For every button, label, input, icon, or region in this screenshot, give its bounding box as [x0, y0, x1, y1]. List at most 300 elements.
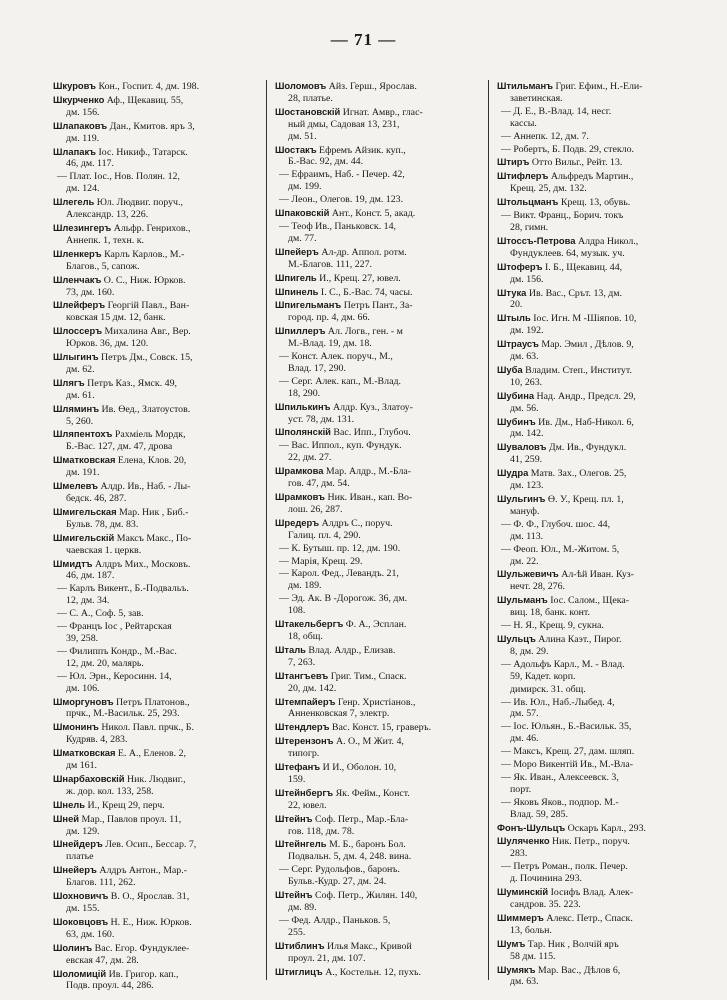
directory-entry	[497, 519, 719, 543]
entry-line	[53, 390, 275, 402]
directory-entry	[275, 940, 497, 965]
entry-line	[53, 671, 275, 683]
entry-line	[497, 287, 719, 300]
directory-entry	[53, 248, 275, 273]
entry-text: — Моро Викентій Ив., М.-Вла-	[501, 759, 633, 771]
entry-line	[53, 773, 275, 786]
entry-text: М. Б., баронъ Бол.	[328, 839, 406, 851]
directory-entry	[497, 144, 719, 156]
entry-line	[53, 890, 275, 903]
surname: Штука	[497, 286, 527, 298]
entry-line	[497, 899, 719, 911]
directory-entry	[275, 246, 497, 271]
entry-line	[275, 233, 497, 245]
entry-text: — С. А., Соф. 5, зав.	[57, 608, 144, 620]
entry-text: гов. 47, дм. 54.	[288, 478, 350, 490]
entry-text: дм. 56.	[510, 402, 539, 414]
entry-line	[53, 658, 275, 670]
entry-text: Аф., Щекавиц. 55,	[106, 94, 184, 106]
entry-line	[53, 683, 275, 695]
entry-text: Алдр. Куз., Златоу-	[333, 401, 413, 413]
entry-text: дм. 51.	[288, 130, 317, 142]
entry-text: дм. 189.	[288, 580, 322, 592]
entry-line	[497, 210, 719, 222]
entry-text: Петръ Каз., Ямск. 49,	[87, 377, 177, 389]
entry-line	[275, 940, 497, 953]
entry-text: — Як. Иван., Алексеевск. 3,	[501, 771, 619, 783]
entry-line	[497, 544, 719, 556]
entry-line	[497, 873, 719, 885]
entry-text: Алдр. Ив., Наб. - Лы-	[100, 481, 191, 493]
entry-text: Бульв.-Кудр. 27, дм. 24.	[288, 876, 387, 888]
entry-line	[53, 209, 275, 221]
entry-line	[497, 976, 719, 988]
directory-entry	[53, 916, 275, 941]
entry-line	[497, 938, 719, 951]
entry-text: дм. 156.	[510, 273, 544, 285]
surname: Штерензонъ	[275, 735, 334, 747]
entry-line	[275, 221, 497, 233]
entry-text: виц. 18, банк. конт.	[510, 607, 590, 619]
entry-line	[53, 364, 275, 376]
entry-text: 283.	[510, 848, 528, 860]
entry-line	[497, 428, 719, 440]
entry-line	[53, 532, 275, 545]
directory-entry	[497, 364, 719, 389]
directory-entry	[497, 772, 719, 796]
entry-line	[497, 531, 719, 543]
entry-line	[275, 683, 497, 695]
entry-text: — Яковъ Яков., подпор. М.-	[501, 796, 619, 808]
surname: Шульманъ	[497, 594, 548, 606]
entry-text: І. Б., Щекавиц. 44,	[544, 261, 623, 273]
entry-line	[53, 171, 275, 183]
entry-text: Ив. Григор. кап.,	[108, 968, 179, 980]
entry-line	[275, 325, 497, 338]
entry-text: — Адольфъ Карл., М. - Влад.	[501, 658, 625, 670]
surname: Шолинъ	[53, 941, 93, 953]
surname: Штраусъ	[497, 338, 539, 350]
entry-text: — Н. Я., Крещ. 9, сукна.	[501, 620, 604, 632]
surname: Шоломовъ	[275, 80, 327, 91]
entry-text: 7, 263.	[288, 656, 316, 668]
entry-text: И И., Оболон. 10,	[322, 762, 397, 774]
entry-line	[497, 746, 719, 758]
entry-line	[497, 183, 719, 195]
entry-text: Дан., Кмитов. яръ 3,	[109, 120, 195, 132]
surname: Шудра	[497, 467, 529, 479]
entry-line	[497, 222, 719, 234]
directory-entry	[497, 170, 719, 195]
entry-text: Тар. Ник , Волчій яръ	[527, 938, 619, 950]
entry-line	[497, 299, 719, 311]
entry-text: проул. 21, дм. 107.	[288, 952, 366, 964]
entry-text: дм. 119.	[66, 132, 100, 144]
entry-text: Крещ. 13, обувь.	[560, 197, 631, 209]
entry-line	[53, 312, 275, 324]
entry-line	[53, 196, 275, 209]
directory-entry	[497, 697, 719, 721]
directory-entry	[53, 171, 275, 195]
entry-text: Подвальн. 5, дм. 4, 248. вина.	[288, 851, 412, 863]
entry-text: 12, дм. 34.	[66, 595, 110, 607]
directory-entry	[53, 721, 275, 746]
entry-text: — Плат. Іос., Нов. Полян. 12,	[57, 171, 180, 183]
entry-text: дм. 89.	[288, 902, 317, 913]
entry-line	[53, 595, 275, 607]
entry-line	[497, 822, 719, 835]
entry-line	[275, 119, 497, 131]
entry-text: дм. 106.	[66, 682, 100, 694]
entry-text: Ал. Логв., ген. - м	[327, 326, 403, 338]
surname: Штильманъ	[497, 80, 554, 91]
entry-line	[53, 183, 275, 195]
entry-text: Дм. Ив., Фундукл.	[548, 442, 627, 454]
entry-text: 46, дм. 187.	[66, 570, 115, 582]
entry-text: Ө. У., Крещ. пл. 1,	[547, 494, 624, 505]
entry-line	[275, 286, 497, 299]
surname: Шлегель	[53, 196, 95, 208]
entry-line	[497, 377, 719, 389]
entry-line	[275, 696, 497, 709]
entry-text: — Д. Е., В.-Влад. 14, несг.	[501, 105, 612, 117]
entry-line	[497, 274, 719, 286]
entry-text: — Эд. Ак. В -Дорогож. 36, дм.	[279, 593, 408, 605]
entry-line	[497, 633, 719, 646]
entry-text: Алдра Никол.,	[577, 235, 639, 247]
entry-text: 12, дм. 20, малярь.	[66, 657, 144, 669]
directory-entry	[497, 746, 719, 758]
entry-text: Мар. Алдр., М.-Бла-	[325, 466, 412, 478]
entry-text: — Іос. Юльян., Б.-Васильк. 35,	[501, 721, 632, 733]
directory-entry	[497, 633, 719, 658]
surname: Шмигельскій	[53, 531, 115, 543]
directory-entry	[497, 131, 719, 143]
directory-entry	[53, 351, 275, 376]
directory-entry	[275, 787, 497, 812]
surname: Штифлеръ	[497, 170, 549, 182]
entry-text: Алдръ С., поруч.	[321, 517, 393, 529]
entry-text: Александр. 13, 226.	[66, 209, 149, 221]
directory-entry	[497, 287, 719, 312]
entry-text: Рахміель Мордк,	[114, 429, 186, 441]
surname: Шохновичъ	[53, 890, 109, 902]
entry-line	[497, 708, 719, 720]
entry-line	[53, 826, 275, 838]
entry-line	[53, 158, 275, 170]
surname: Шуба	[497, 363, 523, 375]
entry-text: 39, 258.	[66, 632, 99, 644]
entry-text: — Серг. Рудольфов., баронъ.	[279, 864, 400, 876]
entry-text: дм. 123.	[510, 480, 544, 492]
entry-text: — Вас. Иппол., куп. Фундук.	[279, 440, 402, 452]
directory-entry	[53, 773, 275, 798]
entry-line	[275, 735, 497, 748]
surname: Шиммеръ	[497, 911, 544, 923]
surname: Шнель	[53, 798, 86, 810]
entry-line	[53, 633, 275, 645]
entry-text: сандров. 35. 223.	[510, 899, 581, 910]
entry-line	[275, 774, 497, 786]
surname: Шульжевичъ	[497, 568, 559, 580]
surname: Шумъ	[497, 937, 526, 949]
entry-line	[275, 580, 497, 592]
entry-text: — Ефраимъ, Наб. - Печер. 42,	[279, 169, 405, 181]
entry-line	[497, 364, 719, 377]
entry-text: дм. 77.	[288, 232, 317, 244]
entry-line	[53, 467, 275, 479]
entry-text: чаевская 1. церкв.	[66, 544, 142, 556]
entry-text: Крещ. 25, дм. 132.	[510, 183, 587, 195]
entry-text: Ф. А., Эсплан.	[345, 619, 407, 631]
entry-line	[497, 646, 719, 658]
directory-entry	[497, 390, 719, 415]
surname: Шрамкова	[275, 465, 324, 477]
surname: Штемпайеръ	[275, 695, 336, 707]
entry-line	[53, 621, 275, 633]
entry-line	[497, 556, 719, 568]
entry-line	[275, 927, 497, 939]
entry-text: Ефремъ Айзик. куп.,	[319, 144, 406, 156]
entry-line	[275, 568, 497, 580]
entry-line	[275, 851, 497, 863]
surname: Шостакъ	[275, 143, 317, 155]
entry-line	[53, 813, 275, 826]
entry-line	[497, 118, 719, 130]
entry-text: 22, ювел.	[288, 799, 327, 811]
directory-entry	[275, 618, 497, 643]
entry-text: Влад. 59, 285.	[510, 808, 568, 820]
entry-text: Никол. Павл. прчк., Б.	[101, 722, 194, 734]
entry-line	[275, 169, 497, 181]
entry-text: — Аннепк. 12, дм. 7.	[501, 130, 589, 142]
entry-line	[497, 403, 719, 415]
entry-text: Петръ Платонов.,	[116, 696, 190, 708]
entry-line	[275, 465, 497, 478]
directory-entry	[275, 915, 497, 939]
entry-line	[53, 299, 275, 312]
entry-line	[275, 721, 497, 734]
entry-line	[275, 838, 497, 851]
surname: Штоферъ	[497, 260, 543, 272]
entry-line	[497, 581, 719, 593]
directory-entry	[53, 583, 275, 607]
directory-entry	[275, 351, 497, 375]
entry-line	[497, 235, 719, 248]
entry-text: дм. 155.	[66, 903, 100, 914]
entry-text: Юрков. 36, дм. 120.	[66, 338, 149, 350]
entry-text: Ант., Конст. 5, акад.	[331, 208, 416, 220]
surname: Шлезингеръ	[53, 221, 112, 233]
surname: Шполянскій	[275, 426, 331, 438]
directory-entry	[53, 506, 275, 531]
entry-text: Григ. Ефим., Н.-Ели-	[555, 81, 643, 92]
entry-line	[275, 813, 497, 826]
directory-entry	[275, 325, 497, 350]
entry-line	[275, 181, 497, 193]
entry-line	[53, 377, 275, 390]
directory-entry	[53, 942, 275, 967]
entry-text: Анненковская 7, электр.	[288, 708, 390, 720]
entry-line	[275, 530, 497, 542]
directory-entry	[53, 747, 275, 772]
surname: Шпилькинъ	[275, 400, 331, 412]
entry-line	[53, 94, 275, 107]
entry-text: Альфредъ Мартин.,	[550, 171, 634, 183]
entry-line	[275, 761, 497, 774]
entry-text: дм. 46.	[510, 733, 539, 745]
entry-line	[275, 478, 497, 490]
directory-entry	[497, 822, 719, 835]
directory-entry	[275, 813, 497, 838]
entry-text: кассы.	[510, 117, 537, 129]
entry-line	[497, 721, 719, 733]
surname: Шнейеръ	[53, 864, 97, 876]
directory-entry	[497, 759, 719, 771]
entry-line	[497, 861, 719, 873]
entry-line	[497, 261, 719, 274]
surname: Шпигельманъ	[275, 299, 342, 311]
entry-text: дм. 191.	[66, 467, 100, 479]
surname: Шмидтъ	[53, 557, 93, 569]
entry-line	[53, 325, 275, 338]
directory-entry	[53, 428, 275, 453]
entry-text: Іос. Никиф., Татарск.	[98, 146, 188, 158]
entry-text: типогр.	[288, 748, 320, 760]
directory-entry	[53, 799, 275, 812]
entry-text: заветинская.	[510, 92, 563, 104]
directory-entry	[53, 813, 275, 838]
entry-text: — К. Бутыш. пр. 12, дм. 190.	[279, 542, 401, 554]
entry-text: дм. 63.	[510, 976, 539, 988]
surname: Шленкеръ	[53, 247, 102, 259]
surname: Шпаковскій	[275, 207, 330, 219]
surname: Шлоссеръ	[53, 325, 103, 337]
entry-text: — Феоп. Юл., М.-Житом. 5,	[501, 543, 620, 555]
entry-text: — Францъ Іос , Рейтарская	[57, 621, 172, 633]
directory-entry	[275, 670, 497, 695]
entry-line	[497, 467, 719, 480]
entry-text: — Максъ, Крещ. 27, дам. шляп.	[501, 746, 635, 758]
surname: Штейнъ	[275, 889, 313, 901]
entry-line	[275, 517, 497, 530]
entry-line	[53, 851, 275, 863]
entry-line	[497, 784, 719, 796]
entry-text: И., Крещ 29, перч.	[87, 799, 165, 811]
surname: Шляпентохъ	[53, 428, 113, 440]
directory-entry	[497, 620, 719, 632]
surname: Шпигель	[275, 271, 317, 283]
entry-line	[53, 799, 275, 812]
entry-line	[497, 93, 719, 105]
surname: Шмелевъ	[53, 480, 98, 492]
directory-entry	[275, 272, 497, 285]
entry-text: Генр. Христіанов.,	[337, 696, 416, 708]
directory-entry	[53, 621, 275, 645]
directory-entry	[497, 156, 719, 169]
entry-line	[53, 416, 275, 428]
entry-line	[497, 925, 719, 937]
entry-text: 8, дм. 29.	[510, 645, 549, 657]
entry-line	[275, 631, 497, 643]
surname: Шнейдеръ	[53, 838, 103, 850]
entry-line	[497, 809, 719, 821]
directory-entry	[275, 169, 497, 193]
entry-line	[497, 312, 719, 325]
entry-text: 108.	[288, 605, 306, 617]
surname: Штангъевъ	[275, 669, 329, 681]
directory-entry	[53, 671, 275, 695]
entry-text: дм. 124.	[66, 183, 100, 195]
surname: Шматковская	[53, 454, 116, 466]
surname: Шульцъ	[497, 632, 536, 644]
entry-text: — Леон., Олегов. 19, дм. 123.	[279, 194, 404, 206]
entry-line	[497, 659, 719, 671]
directory-entry	[275, 207, 497, 220]
entry-text: Георгій Павл., Ван-	[107, 300, 190, 312]
entry-text: нечт. 28, 276.	[510, 581, 565, 593]
entry-line	[497, 351, 719, 363]
entry-text: Бульв. 78, дм. 83.	[66, 518, 139, 530]
entry-text: Григ. Тим., Спаск.	[330, 670, 407, 682]
entry-line	[53, 955, 275, 967]
directory-entry	[53, 403, 275, 428]
directory-entry	[497, 441, 719, 466]
surname: Шрамковъ	[275, 491, 325, 502]
surname: Штоссъ-Петрова	[497, 234, 576, 246]
entry-line	[275, 156, 497, 168]
directory-entry	[497, 835, 719, 860]
surname: Шмонинъ	[53, 721, 99, 733]
directory-entry	[275, 465, 497, 490]
entry-line	[497, 671, 719, 683]
directory-entry	[275, 966, 497, 979]
entry-line	[275, 826, 497, 838]
entry-line	[53, 480, 275, 493]
entry-line	[53, 107, 275, 119]
entry-text: — Серг. Алек. кап., М.-Влад.	[279, 375, 401, 387]
directory-entry	[497, 912, 719, 937]
entry-line	[53, 454, 275, 467]
entry-text: 18, общ.	[288, 630, 323, 642]
entry-text: 20, дм. 142.	[288, 682, 337, 694]
directory-entry	[53, 274, 275, 299]
entry-text: Альфр. Генрихов.,	[113, 222, 191, 234]
surname: Шуваловъ	[497, 441, 547, 453]
surname: Фонъ-Шульцъ	[497, 821, 566, 833]
entry-line	[497, 886, 719, 899]
entry-line	[53, 428, 275, 441]
entry-line	[497, 480, 719, 492]
entry-text: Карлъ Карлов., М.-	[104, 248, 185, 260]
entry-text: Петръ Дм., Совск. 15,	[101, 352, 193, 364]
entry-text: Іос. Салом., Щека-	[550, 595, 630, 607]
entry-line	[53, 493, 275, 505]
entry-text: дм. 129.	[66, 825, 100, 837]
entry-line	[275, 864, 497, 876]
entry-text: — Фед. Алдр., Паньков. 5,	[279, 914, 391, 926]
entry-text: Мар. Ник , Биб.-	[119, 506, 189, 518]
directory-entry	[53, 696, 275, 721]
directory-entry	[497, 106, 719, 130]
entry-line	[275, 787, 497, 800]
entry-text: 46, дм. 117.	[66, 158, 114, 170]
entry-line	[497, 607, 719, 619]
entry-text: — Ф. Ф., Глубоч. шос. 44,	[501, 518, 611, 530]
directory-entry	[53, 222, 275, 247]
directory-entry	[53, 454, 275, 479]
surname: Шпинель	[275, 285, 319, 297]
